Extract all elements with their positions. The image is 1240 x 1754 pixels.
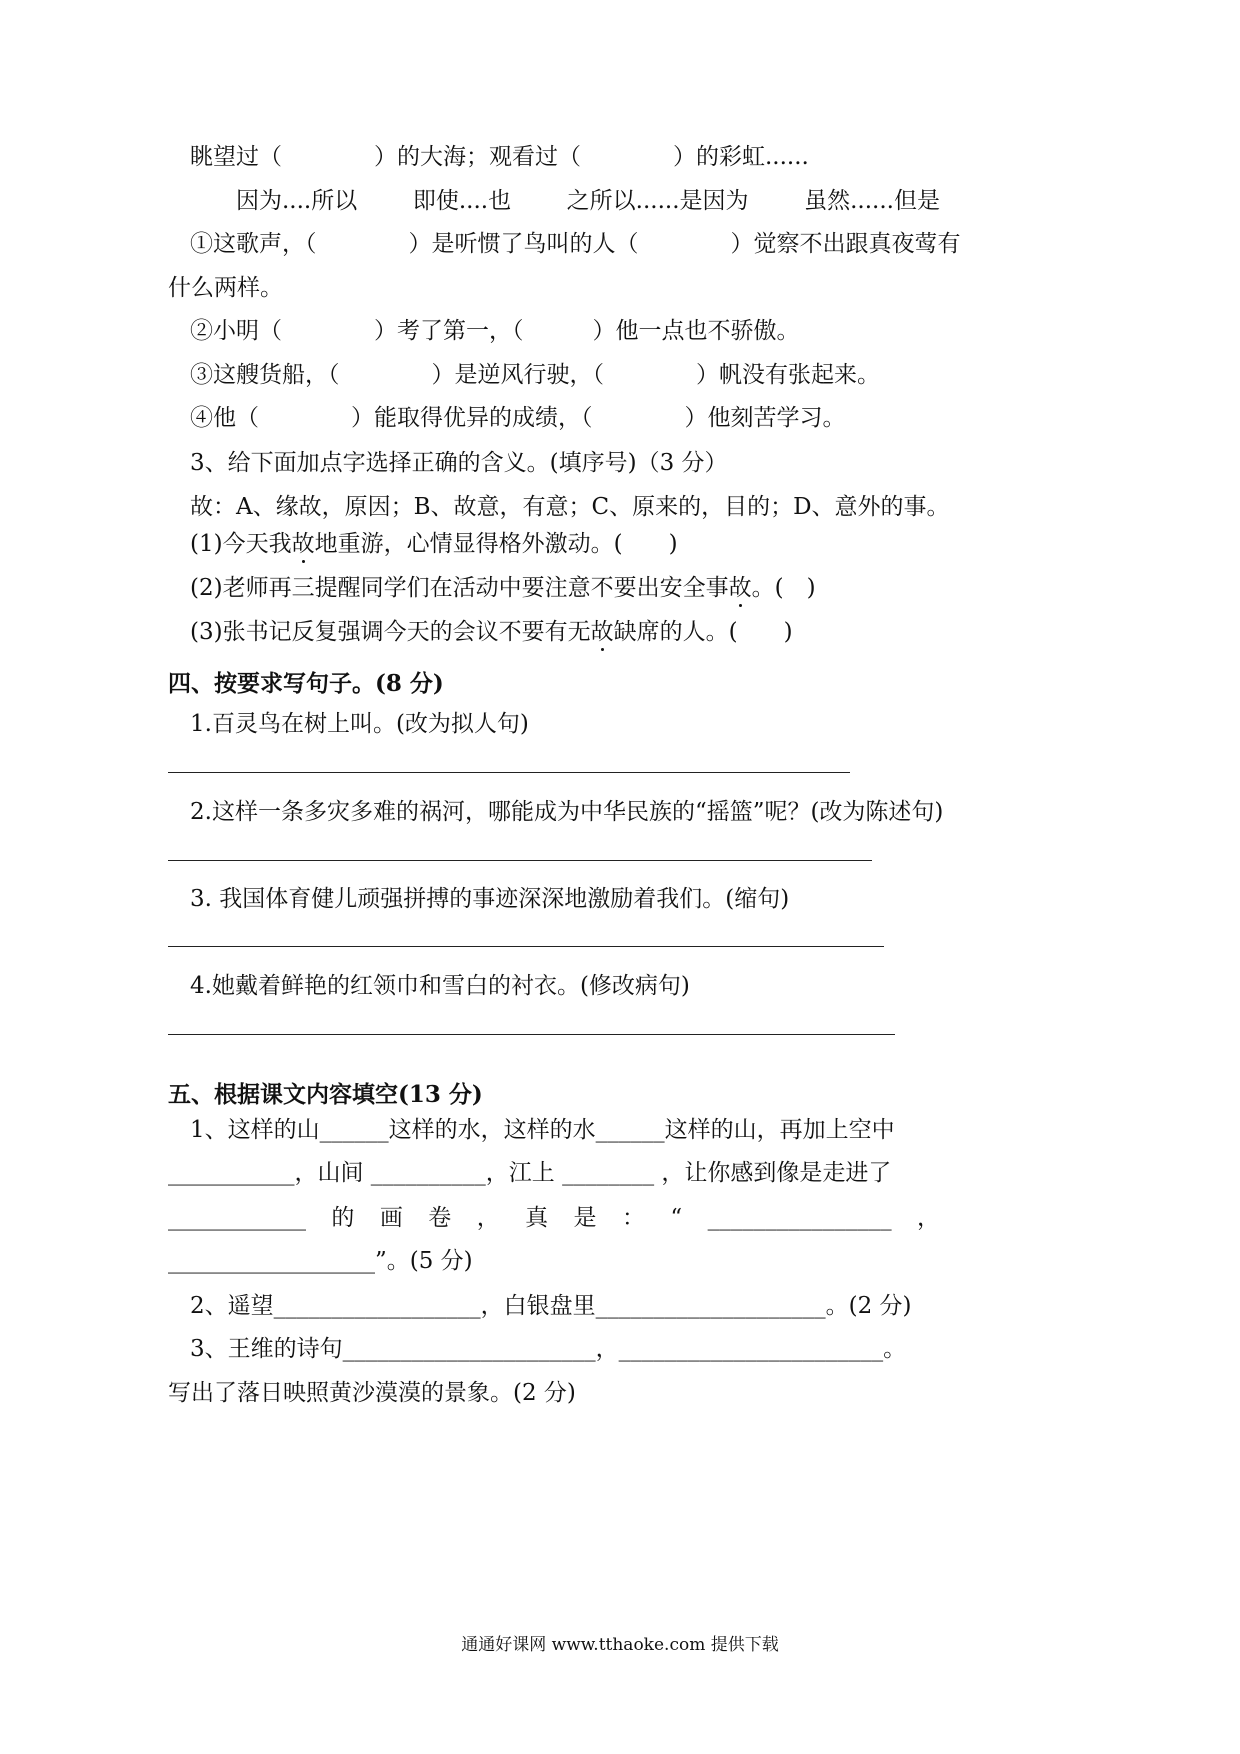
answer-line: [168, 946, 884, 947]
conj-option: 因为....所以: [236, 188, 358, 214]
section-4-title: 四、按要求写句子。(8 分): [168, 670, 444, 697]
section-4-item-3: 3. 我国体育健儿顽强拼搏的事迹深深地激励着我们。(缩句): [190, 886, 790, 912]
conj-option: 之所以......是因为: [566, 188, 749, 214]
fill-1c: ____________ 的 画 卷 ， 真 是 ： “ ________________ ，: [168, 1205, 940, 1231]
gu-question-3: (3)张书记反复强调今天的会议不要有无故缺席的人。( ): [190, 619, 793, 645]
gu-definitions: 故：A、缘故，原因；B、故意，有意；C、原来的，目的；D、意外的事。: [190, 494, 950, 520]
conj-option: 即使....也: [412, 188, 512, 214]
subsection-3-title: 3、给下面加点字选择正确的含义。(填序号)（3 分）: [190, 450, 728, 476]
fill-1d: __________________”。(5 分): [168, 1248, 473, 1274]
gu-question-1: (1)今天我故地重游，心情显得格外激动。( ): [190, 531, 678, 557]
answer-line: [168, 1034, 895, 1035]
dotted-char: 故: [590, 619, 614, 645]
question-2: ②小明（ ）考了第一，（ ）他一点也不骄傲。: [190, 318, 800, 344]
section-4-item-1: 1.百灵鸟在树上叫。(改为拟人句): [190, 711, 529, 737]
gu-question-2: (2)老师再三提醒同学们在活动中要注意不要出安全事故。( ): [190, 575, 816, 601]
conj-option: 虽然......但是: [804, 188, 940, 214]
question-1b: 什么两样。: [168, 275, 283, 301]
fill-3a: 3、王维的诗句______________________，_______________________。: [190, 1336, 907, 1362]
question-1a: ①这歌声，（ ）是听惯了鸟叫的人（ ）觉察不出跟真夜莺有: [190, 231, 961, 257]
fill-1a: 1、这样的山______这样的水，这样的水______这样的山，再加上空中: [190, 1117, 895, 1143]
section-4-item-4: 4.她戴着鲜艳的红领巾和雪白的衬衣。(修改病句): [190, 973, 690, 999]
fill-3b: 写出了落日映照黄沙漠漠的景象。(2 分): [168, 1380, 576, 1406]
dotted-char: 故: [728, 575, 752, 601]
answer-line: [168, 860, 872, 861]
section-4-item-2: 2.这样一条多灾多难的祸河，哪能成为中华民族的“摇篮”呢？(改为陈述句): [190, 799, 944, 825]
question-3: ③这艘货船，（ ）是逆风行驶，（ ）帆没有张起来。: [190, 362, 880, 388]
question-4: ④他（ ）能取得优异的成绩，（ ）他刻苦学习。: [190, 405, 846, 431]
section-5-title: 五、根据课文内容填空(13 分): [168, 1081, 483, 1108]
conjunction-options: [236, 190, 940, 213]
footer-source: 通通好课网 www.tthaoke.com 提供下载: [461, 1635, 779, 1655]
fill-1b: ___________，山间 __________，江上 ________ ，让你感到像是走进了: [168, 1160, 892, 1186]
answer-line: [168, 772, 850, 773]
fill-2: 2、遥望__________________，白银盘里____________________。(2 分): [190, 1293, 912, 1319]
line-view: 眺望过（ ）的大海；观看过（ ）的彩虹......: [190, 144, 809, 170]
dotted-char: 故: [291, 531, 315, 557]
